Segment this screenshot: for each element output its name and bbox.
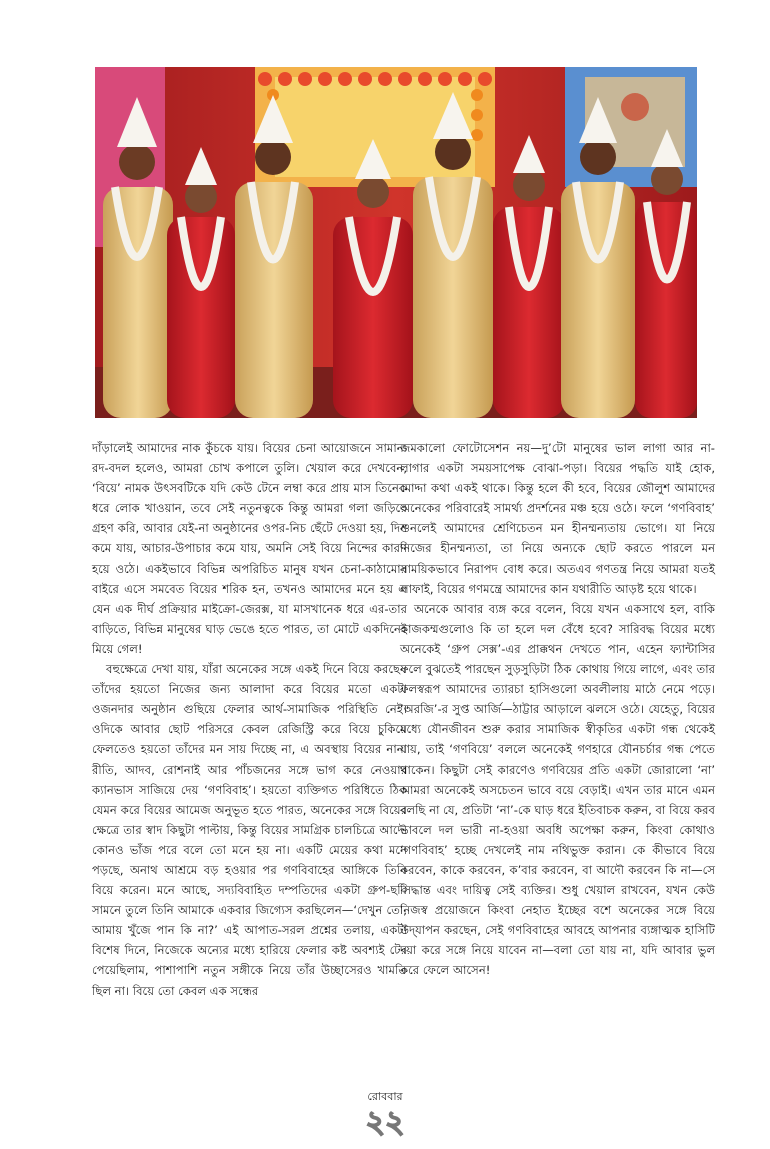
page-number: ২২ [365,1105,405,1140]
mass-wedding-illustration [95,67,697,418]
magazine-name: রোববার [367,1090,403,1103]
article-left-column [92,438,407,1001]
article-right-column [400,438,715,981]
wedding-photo [95,67,697,418]
paragraph: জমকালো ফোটোসেশন নয়—দু’টো মানুষের ভাল লাগা আর না-লাগার একটা সময়সাপেক্ষ বোঝা-পড়া। বিয়ের পদ্ধতি যাই হোক, মোদ্দা কথা একই থাকে। কিন্তু হলে কী হবে, বিয়ের জৌলুশ আমাদের অনেকের পরিবারেই সামর্থ্য প্রদর্শনের মঞ্চ হয়ে ওঠে। ফলে ‘গণবিবাহ’ শুনলেই আমাদের শ্রেণিচেতন মন হীনম্মন্যতায় ভোগে। যা নিয়ে নিজের হীনম্মন্যতা, তা নিয়ে অন্যকে ছোট করতে পারলে মন সাময়িকভাবে নিরাপদ বোধ করে। অতএব গণতন্ত্র নিয়ে আমরা যতই লাফাই, বিয়ের গণমন্ত্রে আমাদের কান যথারীতি আড়ষ্ট হয়ে থাকে। [400,441,715,596]
paragraph: দাঁড়ালেই আমাদের নাক কুঁচকে যায়। বিয়ের চেনা আয়োজনে সামান্য রদ-বদল হলেও, আমরা চোখ কপালে তুলি। খেয়াল করে দেখবেন, ‘বিয়ে’ নামক উৎসবটিকে যদি কেউ টেনে লম্বা করে প্রায় মাস তিনেক ধরে লোক খাওয়ান, তবে সেই নতুনত্বকে কিন্তু আমরা গলা জড়িয়ে গ্রহণ করি, আবার যেই-না অনুষ্ঠানের ওপর-নিচ ছেঁটে দেওয়া হয়, দিন কমে যায়, আচার-উপাচার কমে যায়, অমনি সেই বিয়ে নিন্দের কারণ হয়ে ওঠে। একইভাবে বিভিন্ন অপরিচিত মানুষ যখন চেনা-কাঠামোর বাইরে এসে সমবেত বিয়ের শরিক হন, তখনও আমাদের মনে হয় এ যেন এক দীর্ঘ প্রক্রিয়ার মাইক্রো-জেরক্স, যা মাসখানেক ধরে এর-তার বাড়িতে, বিভিন্ন মানুষের ঘাড় ভেঙে হতে পারত, তা মোটে একদিনেই মিয়ে গেল! [92,441,407,656]
paragraph: বহুক্ষেত্রে দেখা যায়, যাঁরা অনেকের সঙ্গে একই দিনে বিয়ে করছেন তাঁদের হয়তো নিজের জন্য আলাদা করে বিয়ের মতো একটা ওজনদার অনুষ্ঠান গুছিয়ে ফেলার আর্থ-সামাজিক পরিস্থিতি নেই। ওদিকে আবার ছোট পরিসরে কেবল রেজিস্ট্রি করে বিয়ে চুকিয়ে ফেলতেও হয়তো তাঁদের মন সায় দিচ্ছে না, এ অবস্থায় বিয়ের নানা রীতি, আদব, রোশনাই আর পাঁচজনের সঙ্গে ভাগ করে নেওয়ার ক্যানভাস সাজিয়ে দেয় ‘গণবিবাহ’। হয়তো ব্যক্তিগত পরিধিতে ঠিক যেমন করে বিয়ের আমেজ অনুভূত হতে পারত, অনেকের সঙ্গে বিয়ের ক্ষেত্রে তার স্বাদ কিছুটা পাল্টায়, কিন্তু বিয়ের সামগ্রিক চালচিত্রে আদৌ কোনও ভাঁজ পরে বলে তো মনে হয় না। একটি মেয়ের কথা মনে পড়ছে, অনাথ আশ্রমে বড় হওয়ার পর গণবিবাহের আঙ্গিকে তিনি বিয়ে করেন। মনে আছে, সদ্যবিবাহিত দম্পতিদের একটা গ্রুপ-ছবি সামনে তুলে তিনি আমাকে একবার জিগ্যেস করছিলেন—‘দেখুন তো, আমায় খুঁজে পান কি না?’ এই আপাত-সরল প্রশ্নের তলায়, একটা বিশেষ দিনে, নিজেকে অন্যের মধ্যে হারিয়ে ফেলার কষ্ট অবশ্যই টের পেয়েছিলাম, পাশাপাশি নতুন সঙ্গীকে নিয়ে তাঁর উচ্ছাসেরও খামতি ছিল না। বিয়ে তো কেবল এক সন্ধের [92,662,407,998]
paragraph: অনেকে আবার ব্যঙ্গ করে বলেন, বিয়ে যখন একসাথে হল, বাকি কাজকম্মগুলোও কি তা হলে দল বেঁধে হবে? সারিবদ্ধ বিয়ের মধ্যে অনেকেই ‘গ্রুপ সেক্স’-এর প্রাক্কথন দেখতে পান, এহেন ফ্যান্টাসির ফলে বুঝতেই পারছেন সুড়সুড়িটা ঠিক কোথায় গিয়ে লাগে, এবং তার ফলস্বরূপ আমাদের ত্যারচা হাসিগুলো অবলীলায় মাঠে নেমে পড়ে। ‘অরজি’-র সুপ্ত আর্জি—ঠাট্টার আড়ালে ঝলসে ওঠে। যেহেতু, বিয়ের মধ্যে যৌনজীবন শুরু করার সামাজিক স্বীকৃতির একটা গন্ধ থেকেই যায়, তাই ‘গণবিয়ে’ বললে অনেকেই গণহারে যৌনচর্চার গন্ধ পেতে থাকেন। কিছুটা সেই কারণেও গণবিয়ের প্রতি একটা জোরালো ‘না’ আমরা অনেকেই অসচেতন ভাবে বয়ে বেড়াই। এখন তার মানে এমন বলছি না যে, প্রতিটা ‘না’-কে ঘাড় ধরে ইতিবাচক করুন, বা বিয়ে করব ভাবলে দল ভারী না-হওয়া অবধি অপেক্ষা করুন, কিংবা কোথাও ‘গণবিবাহ’ হচ্ছে দেখলেই নাম নথিভুক্ত করান। কে কীভাবে বিয়ে করবেন, কাকে করবেন, ক’বার করবেন, বা আদৌ করবেন কি না—সে সিদ্ধান্ত এবং দায়িত্ব সেই ব্যক্তির। শুধু খেয়াল রাখবেন, যখন কেউ নিজস্ব প্রয়োজনে কিংবা নেহাত ইচ্ছের বশে অনেকের সঙ্গে বিয়ে উদ্‌যাপন করছেন, সেই গণবিবাহের আবহে আপনার ব্যঙ্গাত্মক হাসিটি দয়া করে সঙ্গে নিয়ে যাবেন না—বলা তো যায় না, যদি আবার ভুল করে ফেলে আসেন! [400,601,715,978]
